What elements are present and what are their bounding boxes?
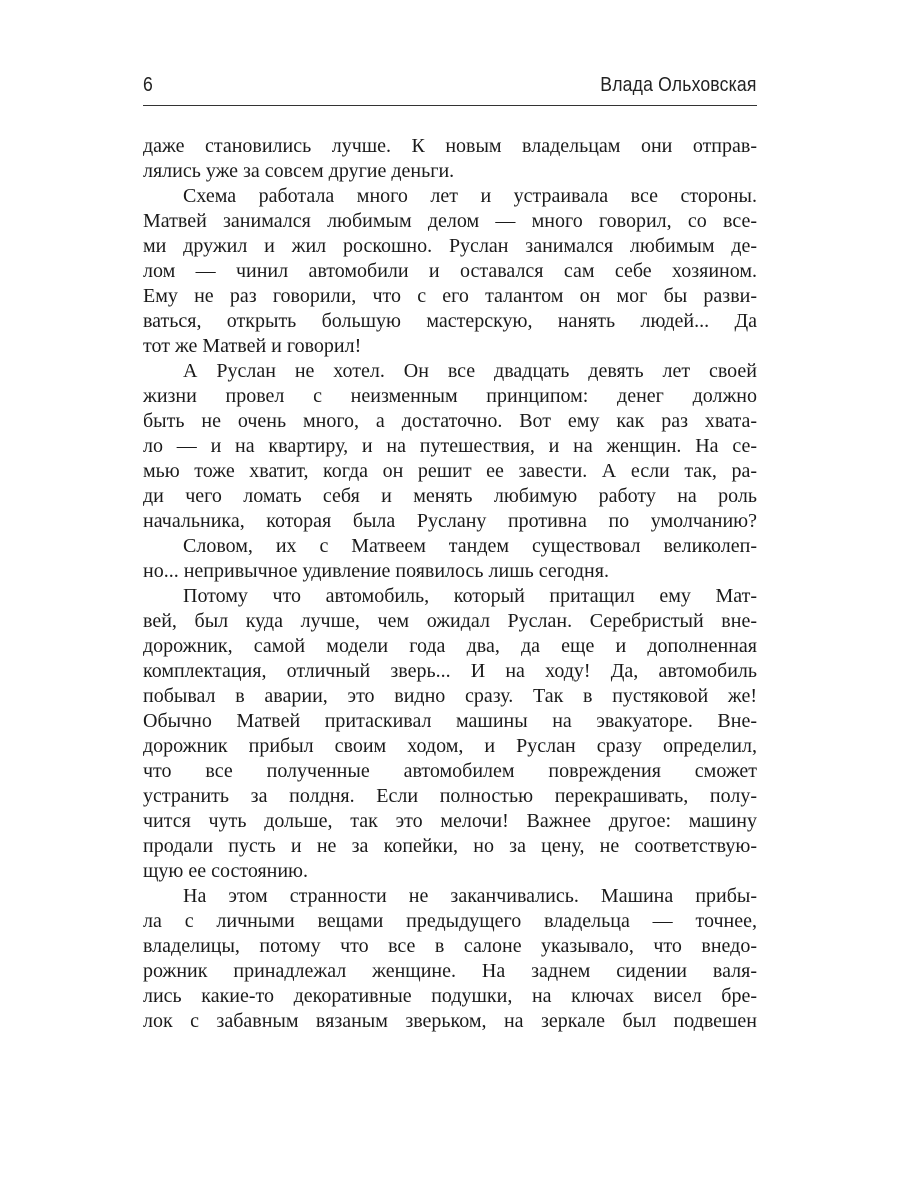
header-rule — [143, 105, 757, 106]
text-line: комплектация, отличный зверь... И на ходу! Да, автомобиль — [143, 660, 757, 682]
text-line: Потому что автомобиль, который притащил ему Мат- — [183, 585, 757, 607]
text-line: ло — и на квартиру, и на путешествия, и на женщин. На се- — [143, 435, 757, 457]
text-line: ди чего ломать себя и менять любимую работу на роль — [143, 485, 757, 507]
page-number: 6 — [143, 74, 153, 96]
text-line: щую ее состоянию. — [143, 860, 308, 882]
body-text — [143, 134, 757, 1034]
text-line: лись какие-то декоративные подушки, на ключах висел бре- — [143, 985, 757, 1007]
text-line: лок с забавным вязаным зверьком, на зеркале был подвешен — [143, 1010, 757, 1032]
text-line: но... непривычное удивление появилось лишь сегодня. — [143, 560, 609, 582]
text-line: Матвей занимался любимым делом — много говорил, со все- — [143, 210, 757, 232]
text-line: А Руслан не хотел. Он все двадцать девять лет своей — [183, 360, 757, 382]
text-line: Словом, их с Матвеем тандем существовал великолеп- — [183, 535, 757, 557]
text-line: ми дружил и жил роскошно. Руслан занимался любимым де- — [143, 235, 757, 257]
text-line: устранить за полдня. Если полностью перекрашивать, полу- — [143, 785, 757, 807]
text-line: Обычно Матвей притаскивал машины на эвакуаторе. Вне- — [143, 710, 757, 732]
text-line: дорожник прибыл своим ходом, и Руслан сразу определил, — [143, 735, 757, 757]
text-line: дорожник, самой модели года два, да еще и дополненная — [143, 635, 757, 657]
text-line: ла с личными вещами предыдущего владельца — точнее, — [143, 910, 757, 932]
text-line: рожник принадлежал женщине. На заднем сидении валя- — [143, 960, 757, 982]
text-line: что все полученные автомобилем повреждения сможет — [143, 760, 757, 782]
text-line: жизни провел с неизменным принципом: денег должно — [143, 385, 757, 407]
text-line: лом — чинил автомобили и оставался сам себе хозяином. — [143, 260, 757, 282]
text-line: тот же Матвей и говорил! — [143, 335, 362, 357]
text-line: На этом странности не заканчивались. Машина прибы- — [183, 885, 757, 907]
text-line: начальника, которая была Руслану противна по умолчанию? — [143, 510, 757, 532]
text-line: быть не очень много, а достаточно. Вот ему как раз хвата- — [143, 410, 757, 432]
text-line: владелицы, потому что все в салоне указывало, что внедо- — [143, 935, 757, 957]
text-line: вей, был куда лучше, чем ожидал Руслан. Серебристый вне- — [143, 610, 757, 632]
text-line: чится чуть дольше, так это мелочи! Важнее другое: машину — [143, 810, 757, 832]
text-line: Схема работала много лет и устраивала все стороны. — [183, 185, 757, 207]
text-line: ваться, открыть большую мастерскую, нанять людей... Да — [143, 310, 757, 332]
running-head-author: Влада Ольховская — [600, 74, 757, 96]
text-line: даже становились лучше. К новым владельцам они отправ- — [143, 135, 757, 157]
text-line: лялись уже за совсем другие деньги. — [143, 160, 455, 182]
text-line: Ему не раз говорили, что с его талантом он мог бы разви- — [143, 285, 757, 307]
text-line: мью тоже хватит, когда он решит ее завести. А если так, ра- — [143, 460, 757, 482]
text-line: побывал в аварии, это видно сразу. Так в пустяковой же! — [143, 685, 757, 707]
text-line: продали пусть и не за копейки, но за цену, не соответствую- — [143, 835, 757, 857]
